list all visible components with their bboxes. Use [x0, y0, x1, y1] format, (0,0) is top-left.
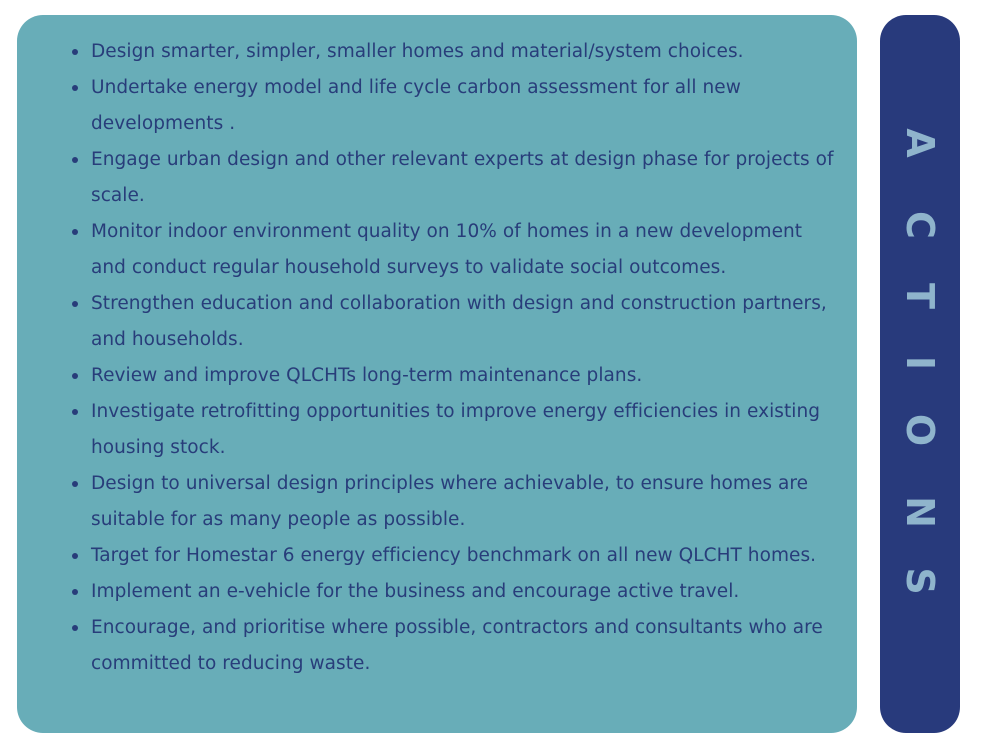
action-item: Undertake energy model and life cycle carbon assessment for all new developments .: [91, 70, 841, 142]
side-tab-letter: O: [898, 413, 942, 447]
side-tab-letter: N: [898, 496, 942, 528]
action-item: Investigate retrofitting opportunities to improve energy efficiencies in existing housing stock.: [91, 394, 841, 466]
side-tab-letter: T: [898, 283, 942, 309]
action-item: Implement an e-vehicle for the business and encourage active travel.: [91, 574, 841, 610]
action-item: Design smarter, simpler, smaller homes and material/system choices.: [91, 34, 841, 70]
actions-list: [61, 34, 841, 682]
action-item: Strengthen education and collaboration with design and construction partners, and households.: [91, 286, 841, 358]
side-tab-letter: A: [898, 128, 942, 158]
side-tab-letter: I: [898, 355, 942, 371]
action-item: Monitor indoor environment quality on 10% of homes in a new development and conduct regular household surveys to validate social outcomes.: [91, 214, 841, 286]
action-item: Engage urban design and other relevant experts at design phase for projects of scale.: [91, 142, 841, 214]
actions-panel: [17, 15, 857, 733]
side-tab-letter: S: [898, 567, 942, 595]
side-tab-letter: C: [898, 211, 942, 239]
actions-side-tab: [880, 15, 960, 733]
action-item: Design to universal design principles where achievable, to ensure homes are suitable for as many people as possible.: [91, 466, 841, 538]
action-item: Review and improve QLCHTs long-term maintenance plans.: [91, 358, 841, 394]
action-item: Encourage, and prioritise where possible, contractors and consultants who are committed to reducing waste.: [91, 610, 841, 682]
action-item: Target for Homestar 6 energy efficiency benchmark on all new QLCHT homes.: [91, 538, 841, 574]
